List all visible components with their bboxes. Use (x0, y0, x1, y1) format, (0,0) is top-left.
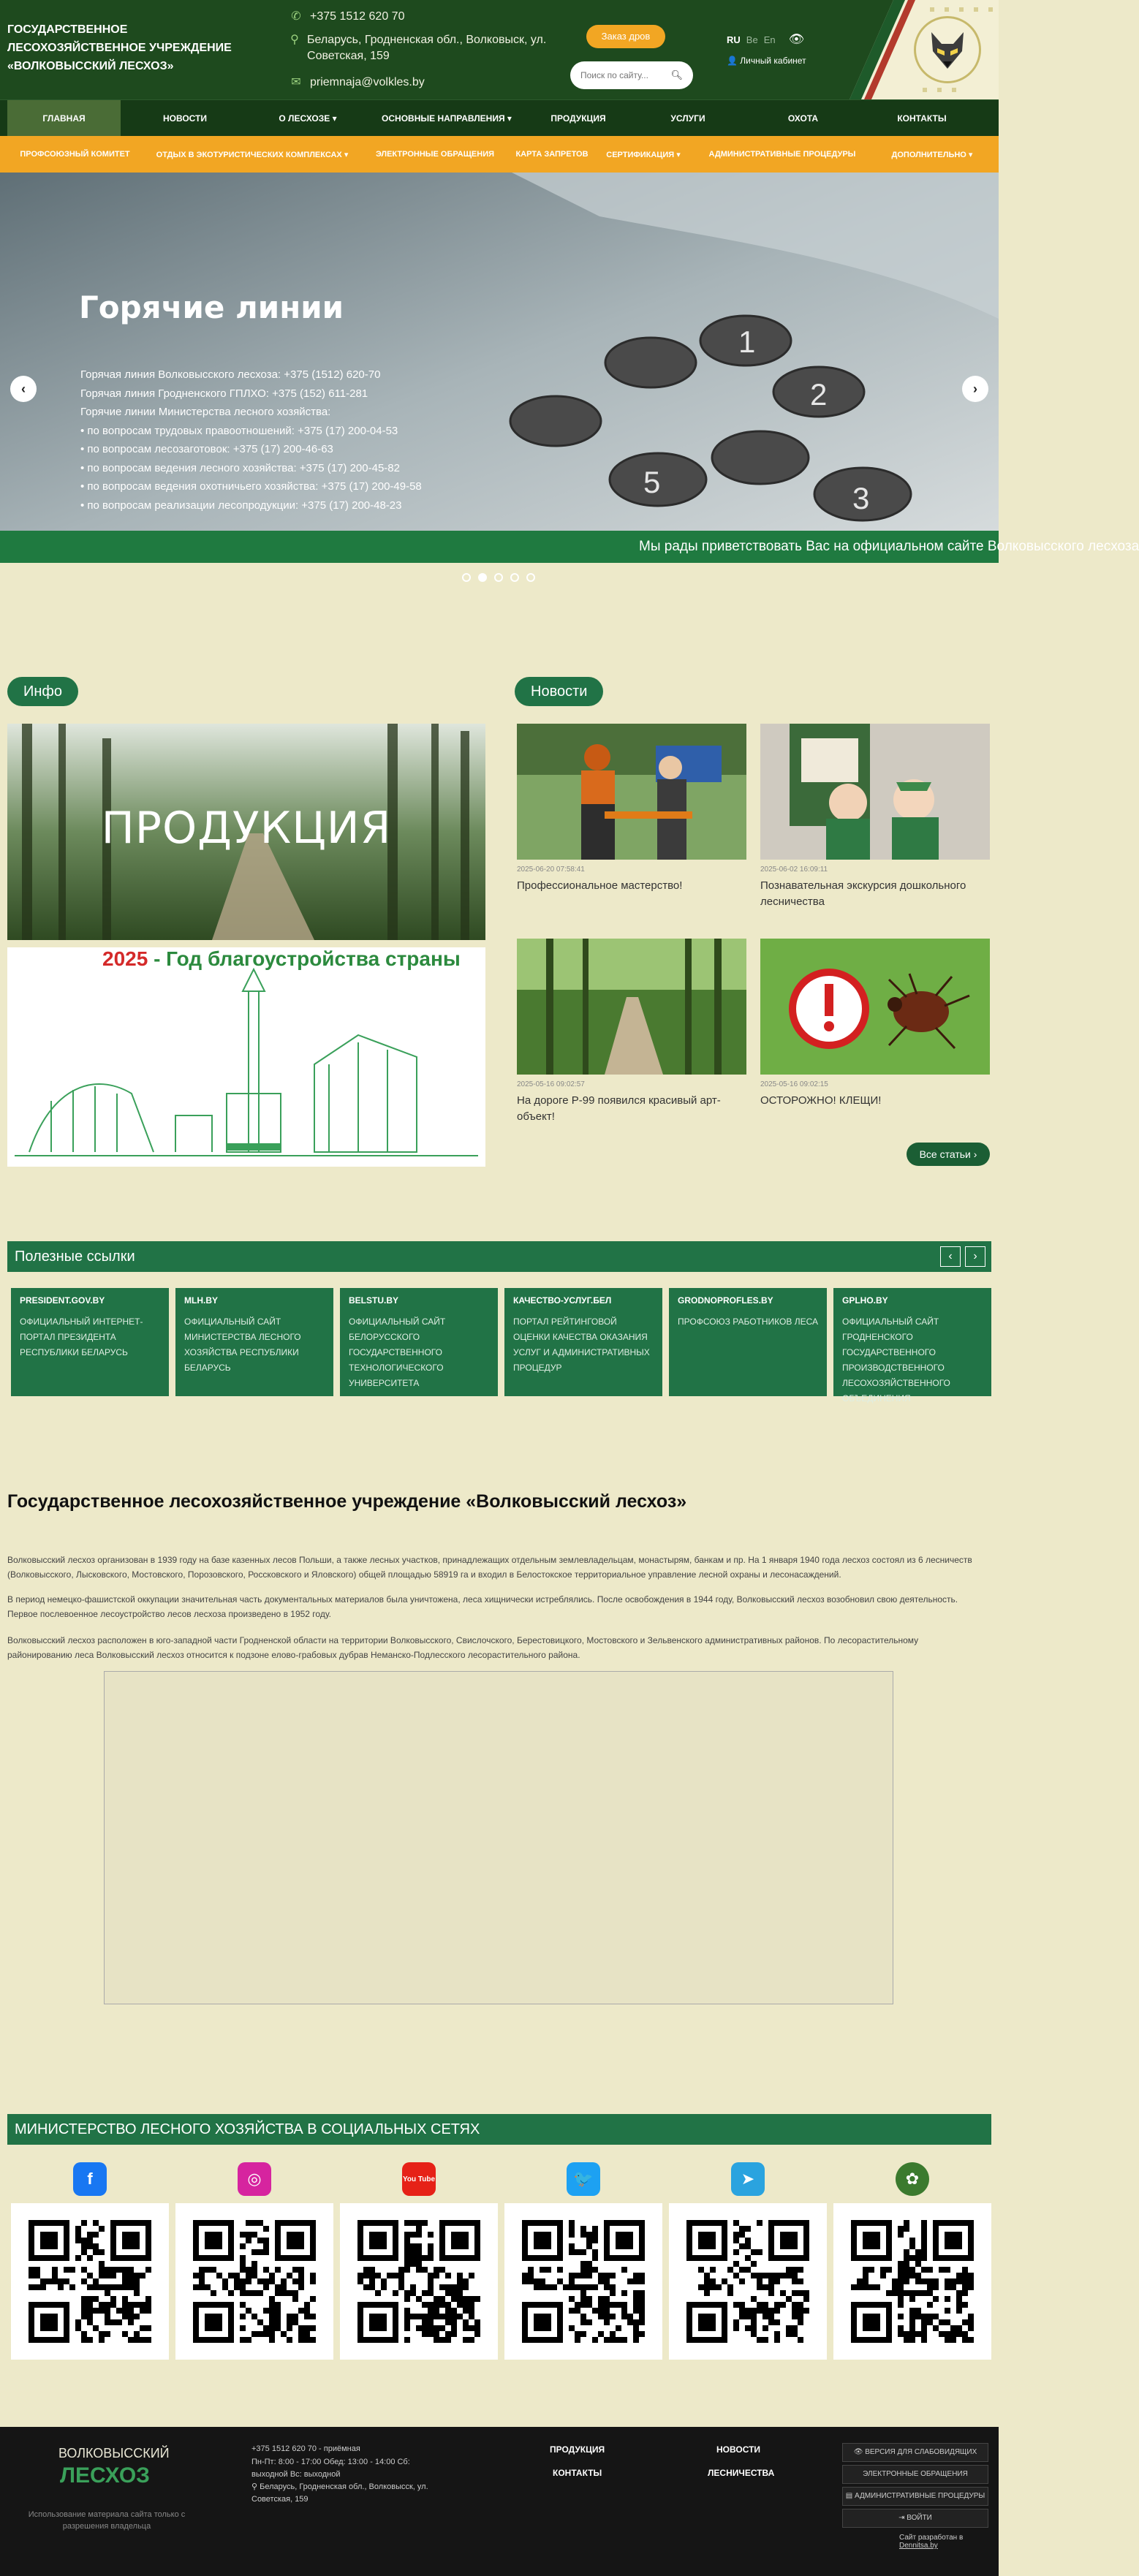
products-banner-text: ПРОДУКЦИЯ (101, 803, 392, 854)
news-title[interactable]: Познавательная экскурсия дошкольного лесничества (760, 879, 966, 908)
about-paragraph: Волковысский лесхоз организован в 1939 году на базе казенных лесов Польши, а также лесных участков, принадлежащих отдельным землевладельцам, монастырям, банкам и пр. На 1 января 1940 года лесхоз состоял из 6 лесничеств (Волковысского, Лысковского, Мостовского, Порозовского, Россковского и Яловского) общей площадью 58919 га и входил в Белостокское территориальное управление лесной охраны и лесонасаждений. (7, 1555, 972, 1580)
news-card[interactable] (517, 939, 746, 1125)
link-card-desc: ОФИЦИАЛЬНЫЙ САЙТ ГРОДНЕНСКОГО ГОСУДАРСТВЕННОГО ПРОИЗВОДСТВЕННОГО ЛЕСОХОЗЯЙСТВЕННОГО ОБЪЕДИНЕНИЯ (842, 1317, 950, 1403)
telegram-icon[interactable]: ➤ (731, 2162, 765, 2196)
link-card-gplho[interactable] (833, 1288, 991, 1403)
year-number: 2025 (102, 947, 148, 970)
slider-dot[interactable] (462, 573, 471, 582)
hero-title: Горячие линии (79, 289, 344, 325)
news-date: 2025-06-02 16:09:11 (760, 865, 828, 874)
footer-nav-news[interactable]: НОВОСТИ (716, 2444, 761, 2455)
link-card-president[interactable] (11, 1288, 169, 1396)
lang-en[interactable]: En (763, 34, 776, 45)
link-card-desc: ОФИЦИАЛЬНЫЙ САЙТ МИНИСТЕРСТВА ЛЕСНОГО ХОЗЯЙСТВА РЕСПУБЛИКИ БЕЛАРУСЬ (184, 1317, 301, 1373)
social-column (340, 2162, 498, 2360)
qr-code[interactable] (669, 2203, 827, 2360)
hotline-line: Горячие линии Министерства лесного хозяйства: (80, 406, 331, 418)
nav-item-products[interactable]: ПРОДУКЦИЯ (550, 113, 606, 124)
main-navigation (0, 99, 999, 136)
address-text: Беларусь, Гродненская обл., Волковыск, ул. Советская, 159 (307, 34, 547, 62)
phone-icon: ✆ (291, 10, 301, 23)
youtube-icon[interactable]: You Tube (402, 2162, 436, 2196)
subnav-admin-procedures[interactable]: АДМИНИСТРАТИВНЫЕ ПРОЦЕДУРЫ (708, 150, 856, 159)
hotline-line: • по вопросам ведения лесного хозяйства: +375 (17) 200-45-82 (80, 461, 400, 474)
developer-credit (899, 2534, 999, 2550)
useful-links-title: Полезные ссылки (15, 1249, 135, 1265)
footer-phone[interactable]: +375 1512 620 70 - приёмная (251, 2444, 360, 2453)
search-input[interactable] (580, 70, 668, 80)
login-button[interactable]: ⇥ ВОЙТИ (842, 2509, 988, 2528)
subnav-certification[interactable]: СЕРТИФИКАЦИЯ ▾ (606, 150, 681, 159)
hero-slider (0, 173, 1139, 558)
news-title[interactable]: ОСТОРОЖНО! КЛЕЩИ! (760, 1094, 882, 1107)
link-card-title[interactable]: BELSTU.BY (349, 1295, 399, 1306)
link-card-quality[interactable] (504, 1288, 662, 1396)
link-card-desc: ОФИЦИАЛЬНЫЙ ИНТЕРНЕТ-ПОРТАЛ ПРЕЗИДЕНТА РЕСПУБЛИКИ БЕЛАРУСЬ (20, 1317, 143, 1357)
order-firewood-button[interactable]: Заказ дров (586, 25, 665, 48)
qr-code[interactable] (11, 2203, 169, 2360)
subnav-trade-union[interactable]: ПРОФСОЮЗНЫЙ КОМИТЕТ (20, 150, 130, 159)
link-card-title[interactable]: GRODNOPROFLES.BY (678, 1295, 773, 1306)
svg-text:2: 2 (810, 377, 828, 412)
subnav-ban-map[interactable]: КАРТА ЗАПРЕТОВ (515, 150, 589, 159)
news-title[interactable]: Профессиональное мастерство! (517, 879, 683, 892)
qr-code[interactable] (504, 2203, 662, 2360)
social-networks-header (7, 2114, 991, 2145)
link-card-desc: ОФИЦИАЛЬНЫЙ САЙТ БЕЛОРУССКОГО ГОСУДАРСТВЕННОГО ТЕХНОЛОГИЧЕСКОГО УНИВЕРСИТЕТА (349, 1317, 446, 1388)
slider-dot[interactable] (494, 573, 503, 582)
hotline-line: • по вопросам лесозаготовок: +375 (17) 200-46-63 (80, 443, 333, 455)
info-section-label: Инфо (7, 677, 78, 706)
secondary-navigation (0, 136, 999, 173)
news-date: 2025-05-16 09:02:57 (517, 1080, 585, 1088)
nav-item-news[interactable]: НОВОСТИ (162, 113, 208, 124)
products-banner[interactable] (7, 724, 485, 940)
location-pin-icon: ⚲ (290, 34, 299, 46)
hotline-line: • по вопросам ведения охотничьего хозяйства: +375 (17) 200-49-58 (80, 480, 422, 493)
footer-logo-top[interactable]: ВОЛКОВЫССКИЙ (58, 2446, 170, 2461)
link-card-title[interactable]: КАЧЕСТВО-УСЛУГ.БЕЛ (513, 1295, 612, 1306)
social-column (833, 2162, 991, 2360)
organization-name[interactable]: ГОСУДАРСТВЕННОЕ ЛЕСОХОЗЯЙСТВЕННОЕ УЧРЕЖДЕНИЕ «ВОЛКОВЫССКИЙ ЛЕСХОЗ» (7, 23, 232, 72)
qr-code[interactable] (175, 2203, 333, 2360)
link-card-mlh[interactable] (175, 1288, 333, 1396)
e-appeals-button[interactable]: ЭЛЕКТРОННЫЕ ОБРАЩЕНИЯ (842, 2465, 988, 2484)
twitter-icon[interactable]: 🐦 (567, 2162, 600, 2196)
hero-prev-button[interactable]: ‹ (10, 376, 37, 402)
nav-item-services[interactable]: УСЛУГИ (670, 113, 705, 124)
nav-item-hunting[interactable]: ОХОТА (787, 113, 819, 124)
news-date: 2025-06-20 07:58:41 (517, 865, 585, 874)
slider-dots (462, 573, 535, 582)
slider-dot[interactable] (510, 573, 519, 582)
slider-dot[interactable] (526, 573, 535, 582)
search-icon[interactable]: 🔍︎ (670, 69, 683, 80)
year-of-improvement-banner[interactable] (7, 947, 485, 1167)
instagram-icon[interactable]: ◎ (238, 2162, 271, 2196)
search-box[interactable] (570, 61, 693, 89)
year-slogan: - Год благоустройства страны (148, 947, 461, 970)
footer-address (251, 2481, 440, 2506)
admin-procedures-button[interactable]: ▤ АДМИНИСТРАТИВНЫЕ ПРОЦЕДУРЫ (842, 2487, 988, 2506)
facebook-icon[interactable]: f (73, 2162, 107, 2196)
language-switcher (727, 32, 804, 47)
hero-hotlines (80, 365, 422, 515)
location-pin-icon: ⚲ (251, 2482, 260, 2491)
lang-be[interactable]: Be (746, 34, 758, 45)
site-footer (0, 2427, 999, 2576)
link-card-desc: ПРОФСОЮЗ РАБОТНИКОВ ЛЕСА (678, 1317, 818, 1327)
slider-dot-active[interactable] (478, 573, 487, 582)
link-card-title[interactable]: PRESIDENT.GOV.BY (20, 1295, 105, 1306)
about-paragraph: Волковысский лесхоз расположен в юго-западной части Гродненской области на территории Волковысского, Свислочского, Берестовицкого, Мостовского и Зельвенского административных районов. По лесорастительному районированию леса Волковысский лесхоз относится к подзоне елово-грабовых дубрав Неманско-Подлесского лесорастительного района. (7, 1635, 919, 1660)
all-articles-button[interactable]: Все статьи › (907, 1143, 990, 1166)
envelope-icon: ✉ (291, 76, 301, 88)
phone-number[interactable]: +375 1512 620 70 (310, 10, 405, 23)
subnav-more[interactable]: ДОПОЛНИТЕЛЬНО ▾ (891, 150, 973, 159)
nav-item-directions[interactable]: ОСНОВНЫЕ НАПРАВЛЕНИЯ ▾ (382, 113, 512, 124)
svg-text:5: 5 (643, 465, 661, 499)
footer-logo-bottom[interactable]: ЛЕСХОЗ (60, 2463, 150, 2488)
ticker-text: Мы рады приветствовать Вас на официальном сайте Волковысского лесхоза (639, 539, 1139, 554)
lang-ru[interactable]: RU (727, 34, 741, 45)
social-networks-title: МИНИСТЕРСТВО ЛЕСНОГО ХОЗЯЙСТВА В СОЦИАЛЬНЫХ СЕТЯХ (15, 2121, 480, 2137)
qr-code[interactable] (340, 2203, 498, 2360)
address-contact (290, 32, 560, 64)
news-date: 2025-05-16 09:02:15 (760, 1080, 828, 1088)
news-image-kids[interactable] (760, 724, 990, 860)
about-title: Государственное лесохозяйственное учреждение «Волковысский лесхоз» (7, 1491, 687, 1512)
welcome-ticker (0, 531, 1139, 563)
wolf-logo-icon[interactable] (914, 16, 981, 83)
cabinet-label[interactable]: Личный кабинет (740, 56, 806, 66)
news-section-label: Новости (515, 677, 603, 706)
social-column (11, 2162, 169, 2360)
social-column (669, 2162, 827, 2360)
subnav-ecotourism[interactable]: ОТДЫХ В ЭКОТУРИСТИЧЕСКИХ КОМПЛЕКСАХ ▾ (156, 150, 349, 159)
footer-nav-contacts[interactable]: КОНТАКТЫ (553, 2468, 602, 2478)
footer-nav-forestries[interactable]: ЛЕСНИЧЕСТВА (708, 2468, 775, 2478)
hero-next-button[interactable]: › (962, 376, 988, 402)
links-next-button[interactable]: › (965, 1246, 985, 1267)
hotline-line: Горячая линия Гродненского ГПЛХО: +375 (152) 611-281 (80, 387, 368, 400)
site-header (0, 0, 999, 99)
social-column (504, 2162, 662, 2360)
ministry-emblem-icon[interactable]: ✿ (896, 2162, 929, 2196)
news-card[interactable] (517, 724, 746, 894)
hotline-line: Горячая линия Волковысского лесхоза: +375 (1512) 620-70 (80, 368, 381, 381)
svg-text:3: 3 (852, 481, 870, 515)
footer-copyright: Использование материала сайта только с разрешения владельца (28, 2510, 186, 2531)
link-card-grodnoprofles[interactable] (669, 1288, 827, 1396)
qr-code[interactable] (833, 2203, 991, 2360)
low-vision-version-button[interactable]: 👁 ВЕРСИЯ ДЛЯ СЛАБОВИДЯЩИХ (842, 2443, 988, 2462)
link-card-title[interactable]: GPLHO.BY (842, 1295, 888, 1306)
news-card[interactable] (760, 939, 990, 1109)
news-title[interactable]: На дороге Р-99 появился красивый арт-объект! (517, 1094, 721, 1123)
nav-item-home[interactable]: ГЛАВНАЯ (7, 100, 121, 136)
useful-links-header (7, 1241, 991, 1272)
subnav-e-appeals[interactable]: ЭЛЕКТРОННЫЕ ОБРАЩЕНИЯ (375, 150, 495, 159)
email-contact[interactable] (290, 75, 425, 91)
hotline-line: • по вопросам трудовых правоотношений: +375 (17) 200-04-53 (80, 424, 398, 437)
eye-icon[interactable]: 👁 (788, 32, 805, 46)
phone-contact[interactable] (290, 9, 404, 25)
footer-address-text: Беларусь, Гродненская обл., Волковысск, ул. Советская, 159 (251, 2482, 428, 2504)
nav-item-contacts[interactable]: КОНТАКТЫ (897, 113, 947, 124)
about-paragraph: В период немецко-фашистской оккупации значительная часть документальных материалов была уничтожена, леса хищнически истреблялись. После освобождения в 1944 году, Волковысский лесхоз возобновил свою деятельность. Первое послевоенное лесоустройство лесов лесхоза произведено в 1952 году. (7, 1594, 958, 1619)
link-card-belstu[interactable] (340, 1288, 498, 1396)
email-link[interactable]: priemnaja@volkles.by (310, 76, 425, 88)
links-prev-button[interactable]: ‹ (940, 1246, 961, 1267)
svg-text:1: 1 (738, 325, 756, 359)
news-image-chainsaw[interactable] (517, 724, 746, 860)
social-column (175, 2162, 333, 2360)
user-icon: 👤 (727, 56, 738, 66)
city-landmarks-drawing (7, 947, 485, 1167)
news-image-tick-warning[interactable] (760, 939, 990, 1075)
news-card[interactable] (760, 724, 990, 910)
developer-link[interactable]: Dennitsa.by (899, 2542, 938, 2550)
link-card-desc: ПОРТАЛ РЕЙТИНГОВОЙ ОЦЕНКИ КАЧЕСТВА ОКАЗАНИЯ УСЛУГ И АДМИНИСТРАТИВНЫХ ПРОЦЕДУР (513, 1317, 650, 1373)
footer-hours: Пн-Пт: 8:00 - 17:00 Обед: 13:00 - 14:00 Сб: выходной Вс: выходной (251, 2458, 410, 2479)
link-card-title[interactable]: MLH.BY (184, 1295, 218, 1306)
news-image-forest-road[interactable] (517, 939, 746, 1075)
personal-cabinet-link[interactable] (727, 56, 806, 66)
developer-credit-prefix: Сайт разработан в (899, 2534, 964, 2542)
footer-nav-products[interactable]: ПРОДУКЦИЯ (550, 2444, 605, 2455)
map-embed[interactable] (104, 1671, 893, 2004)
nav-item-about[interactable]: О ЛЕСХОЗЕ ▾ (279, 113, 337, 124)
hotline-line: • по вопросам реализации лесопродукции: +375 (17) 200-48-23 (80, 499, 402, 512)
